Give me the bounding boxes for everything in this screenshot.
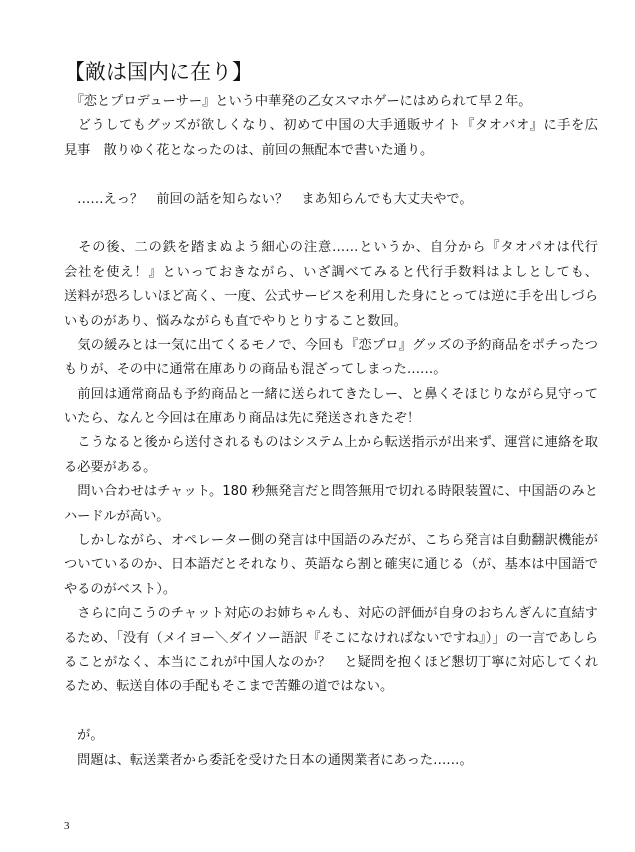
text-line: 問題は、転送業者から委託を受けた日本の通関業者にあった……。 (64, 752, 473, 768)
text-line: いたら、なんと今回は在庫あり商品は先に発送されきたぞ！ (64, 411, 421, 427)
blank-line (64, 212, 598, 236)
text-line: るため、転送自体の手配もそこまで苦難の道ではない。 (64, 679, 394, 695)
text-line: ハードルが高い。 (64, 508, 170, 524)
text-line: 送料が恐ろしいほど高く、一度、公式サービスを利用した身にとっては逆に手を出しづら (64, 289, 598, 305)
text-line: いものがあり、悩みながらも直でやりとりすること数回。 (64, 313, 407, 329)
text-line: る必要がある。 (64, 459, 157, 475)
text-line: もりが、その中に通常在庫ありの商品も混ざってしまった……。 (64, 362, 447, 378)
text-line: その後、二の鉄を踏まぬよう細心の注意……というか、自分から『タオパオは代行 (64, 240, 598, 256)
text-line: るため、「没有（メイヨー＼ダイソー語訳『そこになければないですね』）」の一言であしら (64, 630, 598, 646)
text-line: 会社を使え！』といっておきながら、いざ調べてみると代行手数料はよしとしても、 (64, 264, 598, 280)
text-line: ……えっ？ 前回の話を知らない？ まあ知らんでも大丈夫やで。 (64, 191, 473, 207)
text-line: ついているのか、日本語だとそれなり、英語なら割と確実に通じる（が、基本は中国語で (64, 557, 598, 573)
text-line: しかしながら、オペレーター側の発言は中国語のみだが、こちら発言は自動翻訳機能が (64, 533, 598, 549)
text-line: どうしてもグッズが欲しくなり、初めて中国の大手通販サイト『タオバオ』に手を広 (77, 118, 598, 134)
text-line: さらに向こうのチャット対応のお姉ちゃんも、対応の評価が自身のおちんぎんに直結す (64, 606, 598, 622)
text-line: 気の緩みとは一気に出てくるモノで、今回も『恋プロ』グッズの予約商品をポチったつ (64, 337, 598, 353)
text-line: やるのがベスト）。 (64, 581, 177, 597)
section-title: 【敵は国内に在り】 (64, 60, 253, 84)
text-line: こうなると後から送付されるものはシステム上から転送指示が出来ず、運営に連絡を取 (64, 435, 598, 451)
text-line: 前回は通常商品も予約商品と一緒に送られてきたしー、と鼻くそほじりながら見守って (64, 386, 598, 402)
page-number: 3 (64, 820, 70, 832)
text-line: 見事 散りゆく花となったのは、前回の無配本で書いた通り。 (64, 142, 434, 158)
text-line: 問い合わせはチャット。180 秒無発言だと問答無用で切れる時限装置に、中国語のみと (64, 484, 598, 500)
text-line: 『恋とプロデューサー』という中華発の乙女スマホゲーにはめられて早２年。 (64, 94, 532, 109)
blank-line (64, 163, 598, 187)
text-line: ることがなく、本当にこれが中国人なのか？ と疑問を抱くほど懇切丁寧に対応してくれ (64, 654, 598, 670)
blank-line (64, 700, 598, 724)
body-text (64, 90, 598, 773)
text-line: が。 (64, 728, 104, 744)
